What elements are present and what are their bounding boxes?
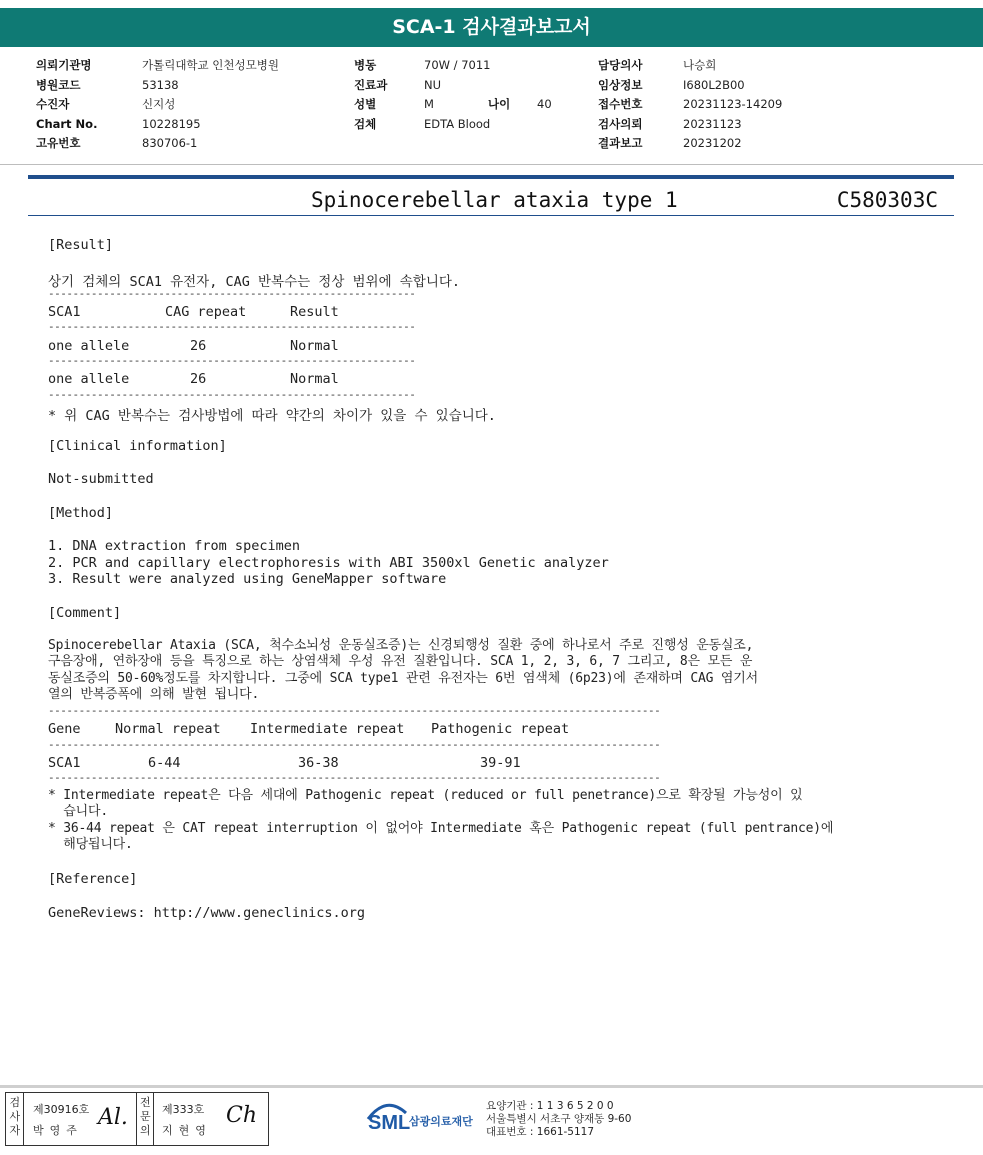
method-item-1: 1. DNA extraction from specimen: [48, 538, 300, 554]
comment-heading: [Comment]: [48, 605, 122, 621]
age-label: 나이: [488, 97, 511, 111]
clinical-text: Not-submitted: [48, 471, 154, 487]
method-item-2: 2. PCR and capillary electrophoresis with ABI 3500xl Genetic analyzer: [48, 555, 609, 571]
report-title: SCA-1 검사결과보고서: [392, 16, 591, 38]
reviewer-number: 제333호: [162, 1103, 205, 1116]
header-row: 진료과 NU: [354, 77, 442, 92]
comment-note-2: * 36-44 repeat 은 CAT repeat interruption 이 없어야 Intermediate 혹은 Pathogenic repeat (full pentrance)에: [48, 821, 834, 836]
test-title-bar: [28, 184, 938, 216]
comment-note-1-cont: 습니다.: [48, 804, 108, 819]
header-row: 수진자 신지성: [36, 97, 176, 111]
test-code: C580303C: [836, 188, 938, 212]
result-row-1-result: Normal: [290, 338, 339, 354]
test-title: Spinocerebellar ataxia type 1: [311, 188, 678, 212]
report-banner: [0, 8, 983, 47]
inspector-label: [6, 1093, 24, 1145]
clinical-heading: [Clinical information]: [48, 438, 227, 454]
method-item-3: 3. Result were analyzed using GeneMapper software: [48, 571, 447, 587]
reference-text: GeneReviews: http://www.geneclinics.org: [48, 905, 365, 921]
contact-line-3: 대표번호 : 1661-5117: [486, 1126, 595, 1138]
result-row-1-allele: one allele: [48, 338, 130, 354]
result-col-result: Result: [290, 304, 339, 320]
sml-logo-mark: [366, 1099, 484, 1137]
comment-row-normal: 6-44: [148, 755, 181, 771]
reviewer-label: [136, 1093, 154, 1145]
title-bottom-rule: [28, 215, 954, 216]
sml-logo: [366, 1099, 484, 1141]
inspector-signature: Al.: [98, 1105, 128, 1130]
result-heading: [Result]: [48, 237, 114, 253]
header-row: 결과보고 20231202: [598, 136, 742, 150]
header-row: 담당의사 나승희: [598, 58, 717, 72]
comment-line-4: 열의 반복증폭에 의해 발현 됩니다.: [48, 687, 260, 702]
comment-row-intermediate: 36-38: [298, 755, 339, 771]
comment-col-gene: Gene: [48, 721, 81, 737]
contact-line-2: 서울특별시 서초구 양재동 9-60: [486, 1113, 632, 1125]
reviewer-label-text: 전문의: [140, 1096, 151, 1137]
comment-line-1: Spinocerebellar Ataxia (SCA, 척수소뇌성 운동실조증)는 신경퇴행성 질환 중에 하나로서 주로 진행성 운동실조,: [48, 638, 754, 653]
header-col-2: [354, 56, 552, 134]
comment-col-pathogenic: Pathogenic repeat: [431, 721, 570, 737]
header-row: 병원코드 53138: [36, 77, 179, 92]
table-divider: ------------------------------------------------------------: [48, 354, 416, 367]
method-heading: [Method]: [48, 505, 114, 521]
comment-note-1: * Intermediate repeat은 다음 세대에 Pathogenic repeat (reduced or full penetrance)으로 확장될 가능성이 있: [48, 788, 803, 803]
contact-info: [486, 1100, 631, 1139]
table-divider: ----------------------------------------------------------------------------------------------------: [48, 704, 661, 717]
footer-divider: [0, 1085, 983, 1088]
header-row: 의뢰기관명 가톨릭대학교 인천성모병원: [36, 58, 279, 72]
result-note: * 위 CAG 반복수는 검사방법에 따라 약간의 차이가 있을 수 있습니다.: [48, 408, 496, 424]
header-row: 검사의뢰 20231123: [598, 116, 742, 131]
header-row: 접수번호 20231123-14209: [598, 97, 783, 111]
header-row: Chart No. 10228195: [36, 116, 201, 131]
signature-box: [5, 1092, 269, 1146]
header-col-3: [598, 56, 783, 154]
result-summary: 상기 검체의 SCA1 유전자, CAG 반복수는 정상 범위에 속합니다.: [48, 274, 461, 290]
logo-text: SML: [368, 1112, 411, 1134]
comment-col-normal: Normal repeat: [115, 721, 221, 737]
header-row: 고유번호 830706-1: [36, 136, 198, 150]
comment-note-2-cont: 해당됩니다.: [48, 837, 133, 852]
inspector-label-text: 검사자: [9, 1096, 21, 1137]
contact-line-1: 요양기관 : 1 1 3 6 5 2 0 0: [486, 1100, 614, 1112]
result-row-2-result: Normal: [290, 371, 339, 387]
inspector-number: 제30916호: [33, 1103, 90, 1116]
reviewer-name: 지현영: [162, 1124, 212, 1137]
comment-line-2: 구음장애, 연하장애 등을 특징으로 하는 상염색체 우성 유전 질환입니다. SCA 1, 2, 3, 6, 7 그리고, 8은 모든 운: [48, 654, 753, 669]
reference-heading: [Reference]: [48, 871, 138, 887]
table-divider: ------------------------------------------------------------: [48, 320, 416, 333]
result-col-cag: CAG repeat: [165, 304, 247, 320]
header-row: 병동 70W / 7011: [354, 58, 491, 72]
header-row: 성별 M 나이 40: [354, 95, 387, 115]
header-col-1: [36, 56, 279, 154]
org-name: 삼광의료재단: [409, 1115, 473, 1128]
comment-row-gene: SCA1: [48, 755, 81, 771]
header-row: 임상정보 I680L2B00: [598, 77, 745, 92]
inspector-name: 박영주: [33, 1124, 83, 1137]
table-divider: ------------------------------------------------------------: [48, 287, 416, 300]
age-value: 40: [537, 97, 552, 111]
result-row-2-repeat: 26: [190, 371, 207, 387]
comment-row-pathogenic: 39-91: [480, 755, 521, 771]
result-col-gene: SCA1: [48, 304, 81, 320]
comment-col-intermediate: Intermediate repeat: [250, 721, 405, 737]
table-divider: ------------------------------------------------------------: [48, 388, 416, 401]
comment-line-3: 동실조증의 50-60%정도를 차지합니다. 그중에 SCA type1 관련 유전자는 6번 염색체 (6p23)에 존재하며 CAG 염기서: [48, 671, 758, 686]
table-divider: ----------------------------------------------------------------------------------------------------: [48, 738, 661, 751]
header-row: 검체 EDTA Blood: [354, 116, 491, 131]
result-row-1-repeat: 26: [190, 338, 207, 354]
reviewer-signature: Ch: [226, 1103, 258, 1128]
table-divider: ----------------------------------------------------------------------------------------------------: [48, 771, 661, 784]
result-row-2-allele: one allele: [48, 371, 130, 387]
title-top-rule: [28, 175, 954, 179]
header-divider: [0, 164, 983, 165]
